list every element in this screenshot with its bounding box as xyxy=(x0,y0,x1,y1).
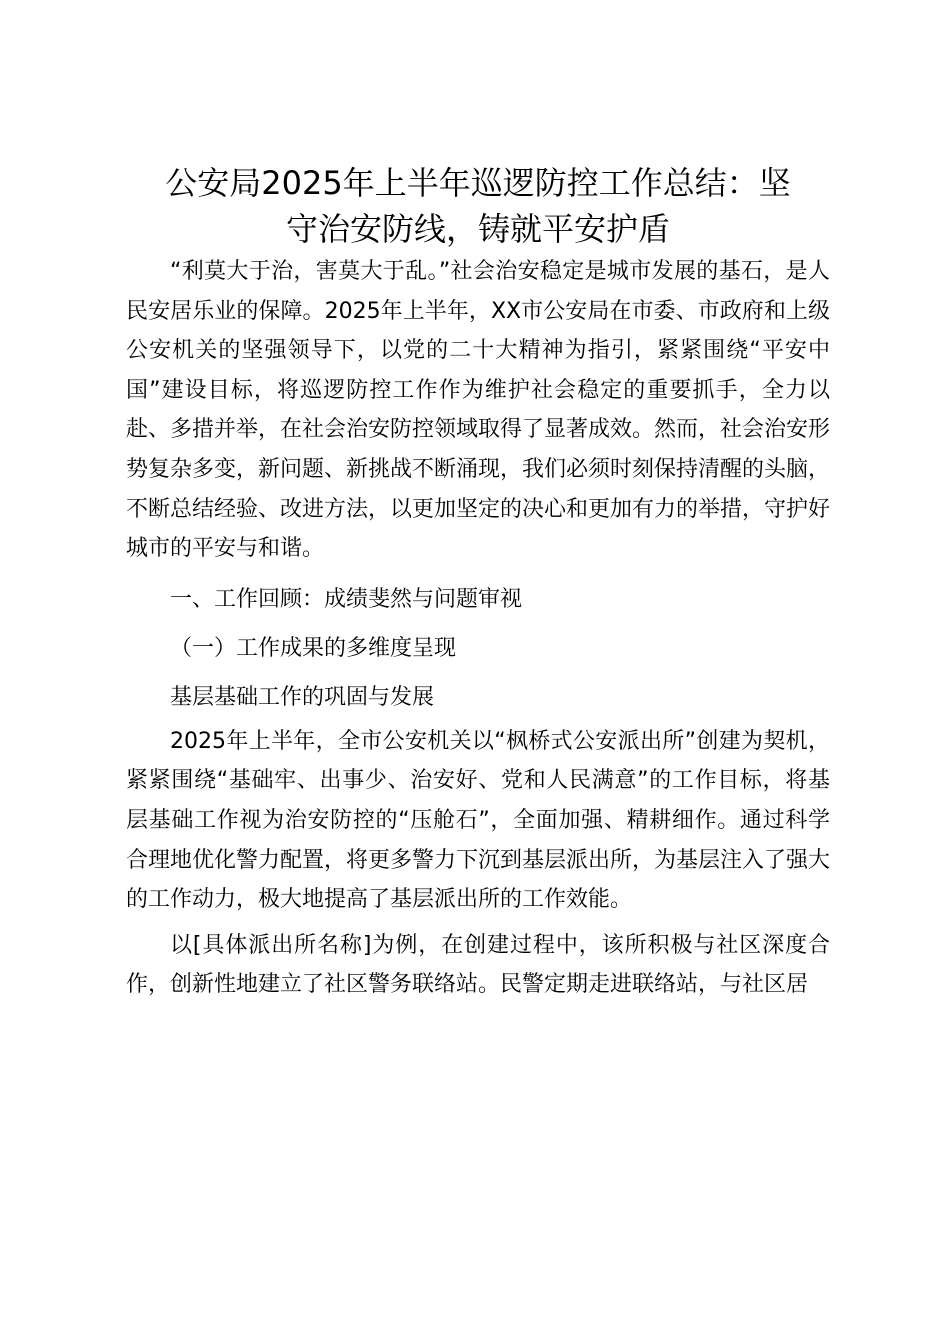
title-line-2: 守治安防线，铸就平安护盾 xyxy=(285,210,670,248)
document-title xyxy=(126,160,830,252)
body-paragraph: 2025年上半年，全市公安机关以“枫桥式公安派出所”创建为契机，紧紧围绕“基础牢、出事少、治安好、党和人民满意”的工作目标，将基层基础工作视为治安防控的“压舱石”，全面加强、精耕细作。通过科学合理地优化警力配置，将更多警力下沉到基层派出所，为基层注入了强大的工作动力，极大地提高了基层派出所的工作效能。 xyxy=(126,728,831,913)
topic-heading: 基层基础工作的巩固与发展 xyxy=(170,684,435,710)
intro-paragraph: “利莫大于治，害莫大于乱。”社会治安稳定是城市发展的基石，是人民安居乐业的保障。2025年上半年，XX市公安局在市委、市政府和上级公安机关的坚强领导下，以党的二十大精神为指引，紧紧围绕“平安中国”建设目标，将巡逻防控工作作为维护社会稳定的重要抓手，全力以赴、多措并举，在社会治安防控领域取得了显著成效。然而，社会治安形势复杂多变，新问题、新挑战不断涌现，我们必须时刻保持清醒的头脑，不断总结经验、改进方法，以更加坚定的决心和更加有力的举措，守护好城市的平安与和谐。 xyxy=(126,259,831,562)
subsection-heading: （一）工作成果的多维度呈现 xyxy=(170,635,457,661)
document-body xyxy=(126,160,830,1005)
body-paragraph: 以[具体派出所名称]为例，在创建过程中，该所积极与社区深度合作，创新性地建立了社区警务联络站。民警定期走进联络站，与社区居 xyxy=(126,932,830,998)
title-line-1: 公安局2025年上半年巡逻防控工作总结：坚 xyxy=(165,164,791,202)
section-heading: 一、工作回顾：成绩斐然与问题审视 xyxy=(170,586,523,612)
